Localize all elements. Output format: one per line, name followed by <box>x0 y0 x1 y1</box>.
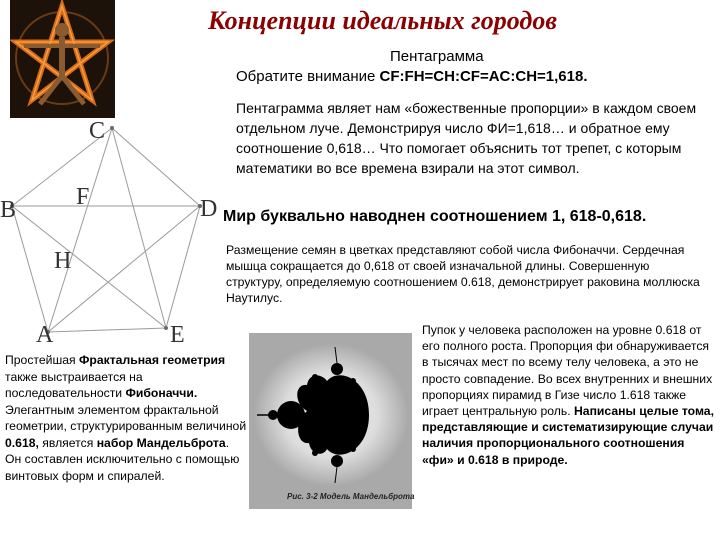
mandelbrot-image <box>249 333 415 509</box>
vitruvian-pentagram-image <box>10 0 115 118</box>
body-proportion-paragraph <box>422 322 718 468</box>
point-label-d: D <box>200 196 218 222</box>
mandelbrot-term: набор Мандельброта <box>96 435 226 450</box>
point-label-c: C <box>89 118 106 144</box>
pentagram-paragraph: Пентаграмма являет нам «божественные пропорции» в каждом своем отдельном луче. Демонстрируя число ФИ=1,618… и обратное ему соотношение 0,618… Что помогает объяснить тот трепет, с которым математики во все времена взирали на этот символ. <box>236 100 697 176</box>
main-headline: Мир буквально наводнен соотношением 1, 618-0,618. <box>223 208 647 225</box>
fractal-text: Элегантным элементом фрактальной геометрии, структурированным величиной <box>5 402 247 433</box>
ratio-term: 0.618, <box>5 435 39 450</box>
fibonacci-term: Фибоначчи. <box>125 386 198 400</box>
fractal-text: Простейшая <box>5 353 79 367</box>
fractal-text: . Он составлен исключительно с помощью винтовых форм и спиралей. <box>5 435 240 483</box>
pentagram-diagram <box>0 110 230 350</box>
fractal-text: также выстраивается на последовательности <box>5 369 143 400</box>
point-label-a: A <box>36 322 54 348</box>
body-emphasis: Написаны целые тома, представляющие и систематизирующие случаи наличия пропорционального соотношения «фи» и 0.618 в природе. <box>422 404 714 467</box>
ratio-statement <box>236 68 588 85</box>
ratio-value: CF:FH=CH:CF=AC:CH=1,618. <box>379 68 588 85</box>
point-label-h: H <box>54 248 72 274</box>
fractal-text: является <box>38 435 97 450</box>
fibonacci-paragraph: Размещение семян в цветках представляют собой числа Фибоначчи. Сердечная мышца сокращается до 0,618 от своей изначальной длины. Совершенную структуру, определяемую соотношением 0.618, демонстрирует раковина моллюска Наутилус. <box>226 243 700 305</box>
ratio-prefix: Обратите внимание <box>236 68 380 85</box>
point-label-e: E <box>170 322 185 348</box>
mandelbrot-caption: Рис. 3-2 Модель Мандельброта <box>287 492 415 501</box>
point-label-b: B <box>0 197 17 223</box>
body-text: Пупок у человека расположен на уровне 0.618 от его полного роста. Пропорция фи обнаруживается в тысячах мест по всему телу человека, а это не просто совпадение. Во всех внутренних и внешних пропорциях пирамид в Гизе число 1.618 также играет центральную роль. <box>422 323 713 419</box>
page-title: Концепции идеальных городов <box>208 6 557 35</box>
point-label-f: F <box>76 184 90 210</box>
fractal-term: Фрактальная геометрия <box>78 353 226 367</box>
pentagram-subtitle: Пентаграмма <box>390 48 484 65</box>
star-outline <box>12 128 200 332</box>
fractal-paragraph <box>5 352 247 484</box>
